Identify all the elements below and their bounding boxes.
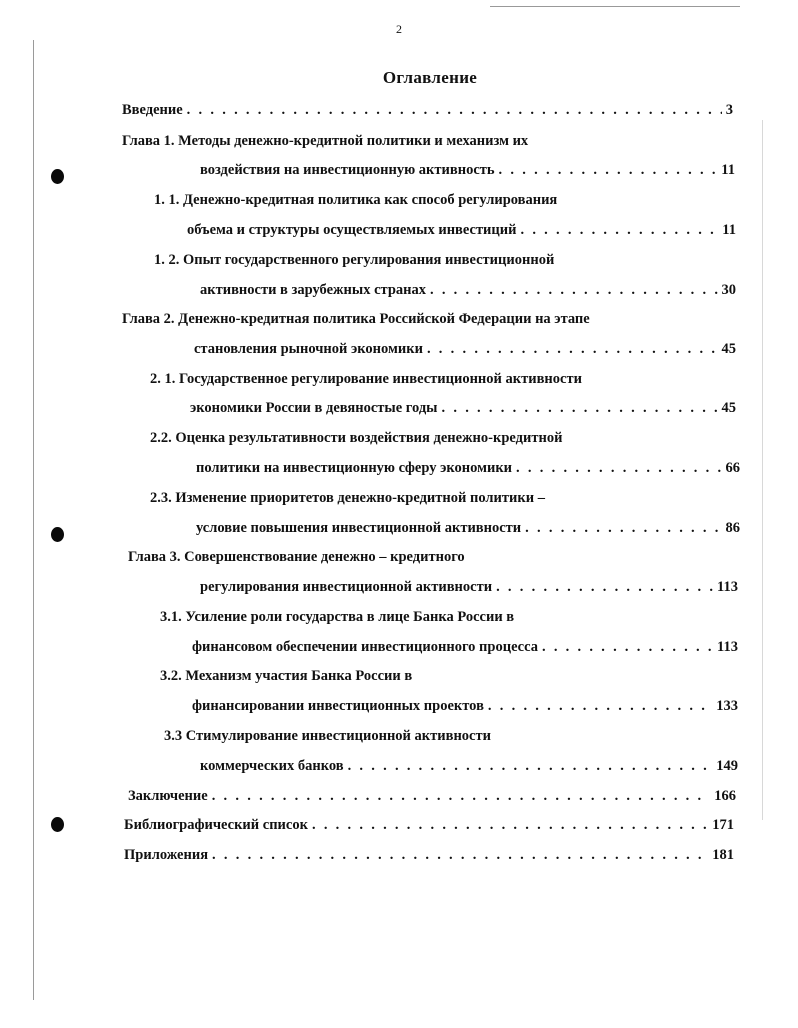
binder-hole-mark — [51, 527, 64, 542]
toc-leader-dots — [212, 788, 711, 805]
toc-entry-text: воздействия на инвестиционную активность — [200, 162, 495, 178]
toc-section-heading: 2. 1. Государственное регулирование инвестиционной активности — [150, 371, 582, 387]
toc-section-heading: 3.2. Механизм участия Банка России в — [160, 668, 413, 684]
toc-section-heading: 1. 1. Денежно-кредитная политика как способ регулирования — [154, 192, 558, 208]
toc-entry — [200, 758, 738, 775]
toc-entry — [122, 102, 733, 119]
toc-leader-dots — [488, 698, 712, 715]
scan-edge-line — [33, 40, 34, 1000]
toc-entry — [200, 162, 735, 179]
toc-entry-text: Приложения — [124, 847, 209, 863]
toc-leader-dots — [442, 400, 718, 417]
toc-entry — [187, 222, 736, 239]
toc-entry — [192, 698, 738, 715]
toc-entry-text: экономики России в девяностые годы — [190, 400, 438, 416]
toc-leader-dots — [427, 341, 718, 358]
toc-section-heading: 1. 2. Опыт государственного регулирования инвестиционной — [154, 252, 555, 268]
page-title: Оглавление — [382, 68, 478, 87]
toc-entry — [200, 579, 738, 596]
toc-entry — [194, 341, 736, 358]
toc-leader-dots — [187, 102, 722, 119]
toc-entry-text: политики на инвестиционную сферу экономики — [196, 460, 513, 476]
binder-hole-mark — [51, 169, 64, 184]
binder-hole-mark — [51, 817, 64, 832]
toc-leader-dots — [542, 639, 713, 656]
toc-entry-page: 181 — [712, 847, 734, 863]
toc-entry — [192, 639, 738, 656]
toc-entry-page: 113 — [717, 579, 738, 595]
toc-leader-dots — [430, 282, 718, 299]
toc-leader-dots — [525, 520, 721, 537]
toc-leader-dots — [348, 758, 713, 775]
toc-entry-page: 149 — [716, 758, 738, 774]
toc-chapter-heading: Глава 2. Денежно-кредитная политика Российской Федерации на этапе — [122, 311, 590, 327]
scan-edge-line — [490, 6, 740, 7]
toc-entry — [190, 400, 736, 417]
toc-entry — [200, 282, 736, 299]
toc-entry-page: 45 — [721, 341, 736, 357]
toc-entry — [128, 788, 736, 805]
toc-entry-page: 166 — [714, 788, 736, 804]
toc-entry-text: активности в зарубежных странах — [200, 282, 426, 298]
toc-entry-page: 45 — [721, 400, 736, 416]
toc-leader-dots — [520, 222, 718, 239]
toc-leader-dots — [212, 847, 708, 864]
toc-entry-page: 86 — [725, 520, 740, 536]
toc-entry — [124, 847, 734, 864]
toc-entry — [124, 817, 734, 834]
toc-section-heading: 2.2. Оценка результативности воздействия денежно-кредитной — [150, 430, 563, 446]
toc-entry-text: Введение — [122, 102, 183, 118]
toc-entry-text: Заключение — [128, 788, 208, 804]
toc-entry-text: финансировании инвестиционных проектов — [192, 698, 484, 714]
toc-entry-text: регулирования инвестиционной активности — [200, 579, 493, 595]
toc-leader-dots — [312, 817, 708, 834]
toc-leader-dots — [499, 162, 718, 179]
toc-section-heading: 3.1. Усиление роли государства в лице Банка России в — [160, 609, 515, 625]
toc-entry-text: объема и структуры осуществляемых инвестиций — [187, 222, 517, 238]
toc-chapter-heading: Глава 3. Совершенствование денежно – кредитного — [128, 549, 465, 565]
toc-entry-page: 11 — [722, 222, 736, 238]
toc-entry-page: 30 — [721, 282, 736, 298]
toc-section-heading: 3.3 Стимулирование инвестиционной активности — [164, 728, 491, 744]
toc-chapter-heading: Глава 1. Методы денежно-кредитной политики и механизм их — [122, 133, 529, 149]
scan-edge-line — [762, 120, 763, 820]
toc-entry — [196, 460, 740, 477]
toc-section-heading: 2.3. Изменение приоритетов денежно-кредитной политики – — [150, 490, 545, 506]
toc-entry-page: 11 — [721, 162, 735, 178]
toc-entry-page: 171 — [712, 817, 734, 833]
page-number: 2 — [396, 22, 402, 36]
toc-entry-text: условие повышения инвестиционной активности — [196, 520, 522, 536]
toc-entry-text: финансовом обеспечении инвестиционного процесса — [192, 639, 538, 655]
toc-entry-page: 113 — [717, 639, 738, 655]
toc-entry-text: становления рыночной экономики — [194, 341, 423, 357]
toc-entry-text: коммерческих банков — [200, 758, 344, 774]
toc-entry-page: 66 — [725, 460, 740, 476]
toc-entry-page: 3 — [725, 102, 733, 118]
toc-leader-dots — [496, 579, 713, 596]
toc-entry-page: 133 — [716, 698, 738, 714]
toc-entry-text: Библиографический список — [124, 817, 308, 833]
toc-entry — [196, 520, 740, 537]
toc-leader-dots — [516, 460, 721, 477]
